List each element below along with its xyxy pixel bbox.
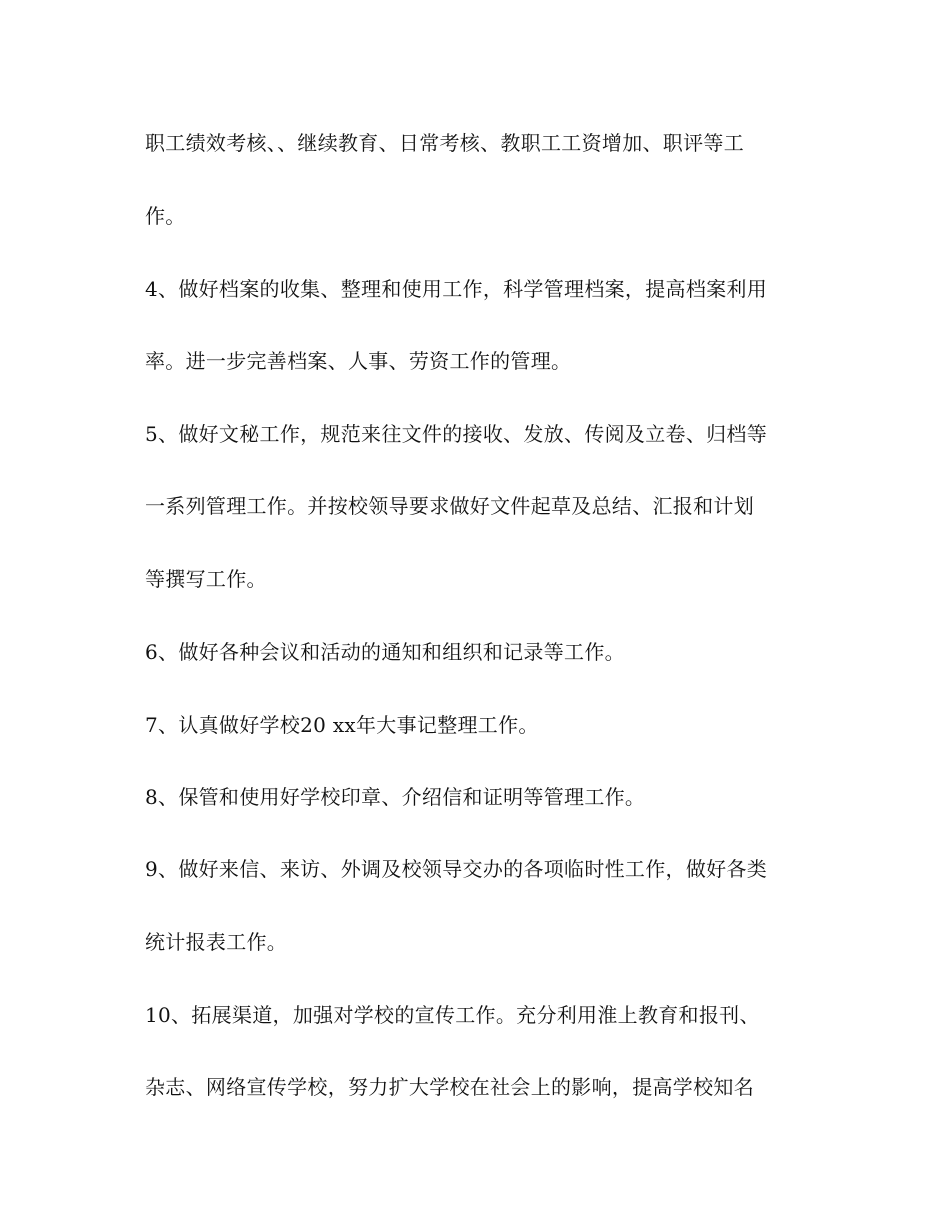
text-line: 7、认真做好学校20 xx年大事记整理工作。: [145, 713, 539, 737]
text-line: 一系列管理工作。并按校领导要求做好文件起草及总结、汇报和计划: [145, 494, 754, 518]
text-line: 10、拓展渠道，加强对学校的宣传工作。充分利用淮上教育和报刊、: [145, 1003, 760, 1027]
text-line: 9、做好来信、来访、外调及校领导交办的各项临时性工作，做好各类: [145, 857, 768, 881]
text-line: 8、保管和使用好学校印章、介绍信和证明等管理工作。: [145, 785, 646, 809]
text-line: 率。进一步完善档案、人事、劳资工作的管理。: [145, 349, 572, 373]
text-line: 职工绩效考核、、继续教育、日常考核、教职工工资增加、职评等工: [145, 131, 744, 155]
text-line: 等撰写工作。: [145, 567, 267, 591]
text-line: 5、做好文秘工作，规范来往文件的接收、发放、传阅及立卷、归档等: [145, 422, 768, 446]
text-line: 杂志、网络宣传学校，努力扩大学校在社会上的影响，提高学校知名: [145, 1075, 754, 1099]
text-line: 4、做好档案的收集、整理和使用工作，科学管理档案，提高档案利用: [145, 277, 768, 301]
text-line: 统计报表工作。: [145, 930, 288, 954]
text-line: 6、做好各种会议和活动的通知和组织和记录等工作。: [145, 640, 625, 664]
text-line: 作。: [145, 204, 186, 228]
